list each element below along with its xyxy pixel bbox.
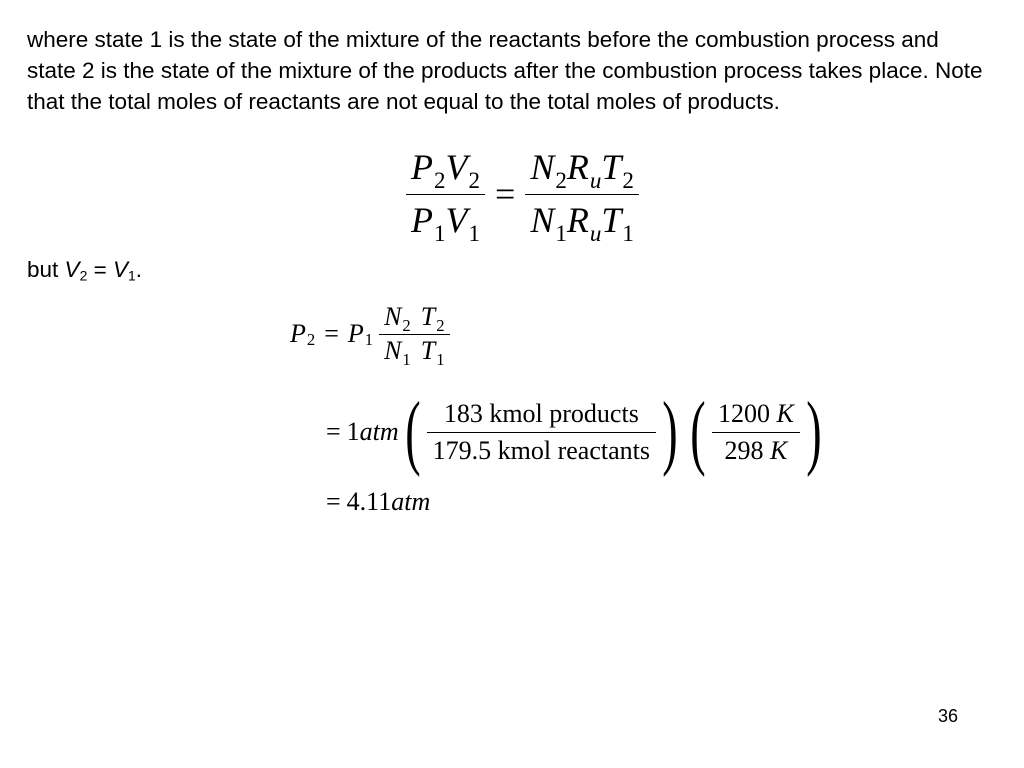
final-temperature: 1200 K bbox=[717, 398, 794, 428]
p2v2-numerator: $P_2V_2$ bbox=[411, 147, 481, 193]
initial-pressure-value: 1 bbox=[346, 417, 360, 446]
left-paren: ( bbox=[690, 385, 706, 478]
atm-unit: atm bbox=[359, 417, 399, 446]
equals-sign: = bbox=[326, 487, 341, 516]
right-paren: ) bbox=[662, 385, 678, 478]
right-paren: ) bbox=[806, 385, 822, 478]
p1v1-denominator: $P_1V_1$ bbox=[411, 200, 481, 246]
atm-unit: atm bbox=[391, 487, 431, 516]
result-equation bbox=[326, 487, 430, 517]
volume-condition-line: but $V_2 = V_1$. bbox=[27, 257, 143, 284]
equals-sign: = bbox=[326, 417, 341, 446]
products-moles: 183 kmol products bbox=[443, 398, 639, 428]
page-number: 36 bbox=[938, 706, 959, 726]
ideal-gas-ratio-equation bbox=[406, 146, 639, 246]
mole-temperature-ratio bbox=[525, 146, 639, 246]
final-pressure-equation: P 2 = P 1 $\frac{N_2}{N_1}$ $\frac{T_2}{T_1}$ bbox=[290, 302, 450, 366]
moles-fraction bbox=[427, 396, 656, 469]
n1rut1-denominator: $N_1R_uT_1$ bbox=[530, 200, 634, 246]
temperature-ratio: $\frac{T_2}{T_1}$ bbox=[416, 302, 450, 366]
left-paren: ( bbox=[404, 385, 421, 478]
body-paragraph: where state 1 is the state of the mixture of the reactants before the combustion process and state 2 is the state of the mixture of the products after the combustion process takes place. Note that the total moles of reactants are not equal to the total moles of products. bbox=[27, 27, 983, 114]
temperature-fraction bbox=[712, 396, 800, 469]
result-value: 4.11 bbox=[346, 487, 392, 516]
pressure-volume-ratio bbox=[406, 146, 485, 246]
equals-sign: = bbox=[495, 173, 516, 214]
reactants-moles: 179.5 kmol reactants bbox=[432, 435, 650, 465]
substitution-equation bbox=[326, 385, 828, 478]
equals-sign: = bbox=[324, 319, 339, 348]
initial-temperature: 298 K bbox=[724, 435, 788, 465]
n2rut2-numerator: $N_2R_uT_2$ bbox=[530, 147, 634, 193]
mole-ratio: $\frac{N_2}{N_1}$ bbox=[379, 302, 416, 366]
